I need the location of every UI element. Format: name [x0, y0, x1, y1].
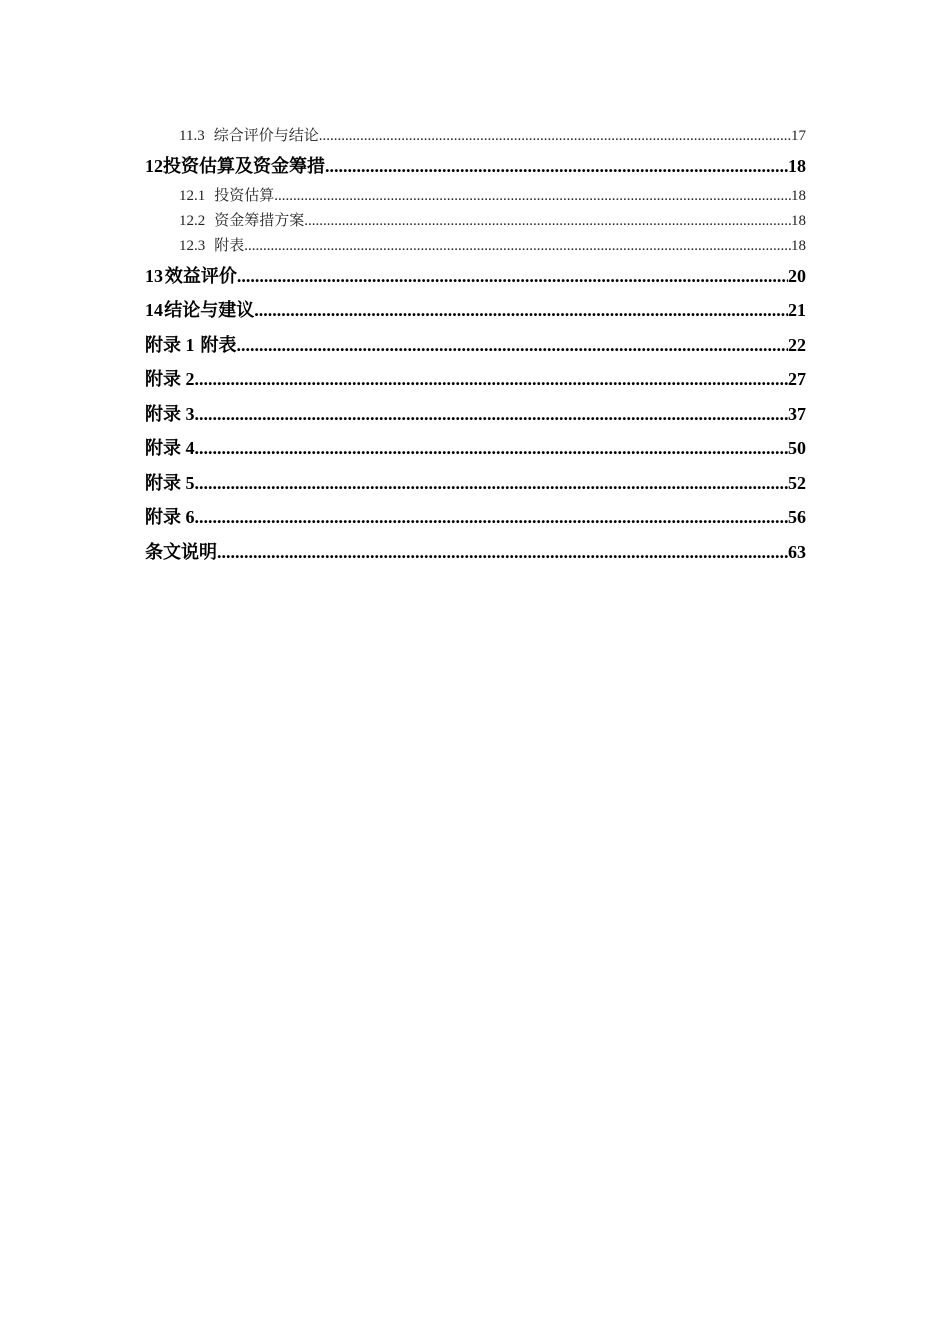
toc-entry-title: 附表: [214, 237, 245, 254]
toc-entry-page: 37: [788, 403, 806, 424]
toc-dot-leader: [244, 234, 791, 259]
toc-entry-appendix-1[interactable]: [145, 328, 806, 363]
toc-dot-leader: [195, 362, 789, 397]
toc-entry-title: 资金筹措方案: [214, 212, 305, 229]
toc-entry-page: 17: [791, 128, 806, 144]
toc-entry-13[interactable]: [145, 259, 806, 294]
toc-entry-title: 综合评价与结论: [213, 128, 319, 144]
toc-dot-leader: [237, 259, 788, 294]
toc-entry-appendix-6[interactable]: [145, 500, 806, 535]
toc-entry-number: 12: [145, 156, 163, 176]
toc-entry-12-3[interactable]: [145, 234, 806, 259]
toc-entry-appendix-2[interactable]: [145, 362, 806, 397]
toc-entry-title: 附表: [200, 334, 237, 355]
toc-dot-leader: [319, 124, 791, 149]
toc-entry-appendix-5[interactable]: [145, 466, 806, 501]
toc-entry-title: 效益评价: [164, 265, 237, 286]
toc-entry-page: 27: [788, 369, 806, 389]
toc-entry-title: 附录 2: [145, 369, 195, 389]
toc-dot-leader: [195, 431, 789, 466]
toc-dot-leader: [237, 328, 789, 363]
toc-entry-page: 63: [788, 541, 806, 562]
toc-entry-page: 18: [791, 212, 806, 229]
toc-entry-title: 附录 6: [145, 507, 195, 527]
toc-entry-number: 13: [145, 265, 163, 286]
table-of-contents: [145, 124, 806, 569]
toc-entry-appendix-4[interactable]: [145, 431, 806, 466]
toc-entry-number: 12.3: [179, 237, 206, 254]
toc-entry-number: 12.1: [179, 187, 206, 204]
toc-entry-number: 14: [145, 300, 163, 320]
toc-entry-title: 条文说明: [145, 541, 217, 562]
toc-entry-title: 投资估算及资金筹措: [163, 156, 325, 176]
toc-entry-number: 附录 1: [145, 334, 195, 355]
toc-dot-leader: [304, 209, 791, 234]
toc-entry-title: 结论与建议: [164, 300, 255, 320]
toc-entry-12-2[interactable]: [145, 209, 806, 234]
toc-entry-11-3[interactable]: [145, 124, 806, 149]
toc-entry-title: 附录 4: [145, 438, 195, 458]
toc-entry-page: 18: [788, 156, 806, 176]
toc-dot-leader: [325, 149, 788, 184]
toc-dot-leader: [195, 500, 789, 535]
toc-entry-title: 附录 5: [145, 472, 195, 493]
toc-entry-page: 20: [788, 265, 806, 286]
toc-entry-explanation[interactable]: [145, 535, 806, 570]
toc-dot-leader: [254, 293, 788, 328]
toc-dot-leader: [217, 535, 788, 570]
toc-entry-12-1[interactable]: [145, 184, 806, 209]
toc-entry-title: 投资估算: [214, 187, 275, 204]
toc-entry-page: 52: [788, 472, 806, 493]
toc-entry-12[interactable]: [145, 149, 806, 184]
toc-entry-page: 22: [788, 334, 806, 355]
toc-dot-leader: [195, 397, 789, 432]
toc-entry-page: 50: [788, 438, 806, 458]
toc-entry-page: 56: [788, 507, 806, 527]
toc-entry-14[interactable]: [145, 293, 806, 328]
toc-entry-appendix-3[interactable]: [145, 397, 806, 432]
toc-entry-number: 12.2: [179, 212, 206, 229]
toc-entry-page: 18: [791, 237, 806, 254]
toc-entry-page: 21: [788, 300, 806, 320]
toc-dot-leader: [274, 184, 791, 209]
toc-dot-leader: [195, 466, 789, 501]
toc-entry-title: 附录 3: [145, 403, 195, 424]
toc-entry-number: 11.3: [179, 128, 205, 144]
toc-entry-page: 18: [791, 187, 806, 204]
